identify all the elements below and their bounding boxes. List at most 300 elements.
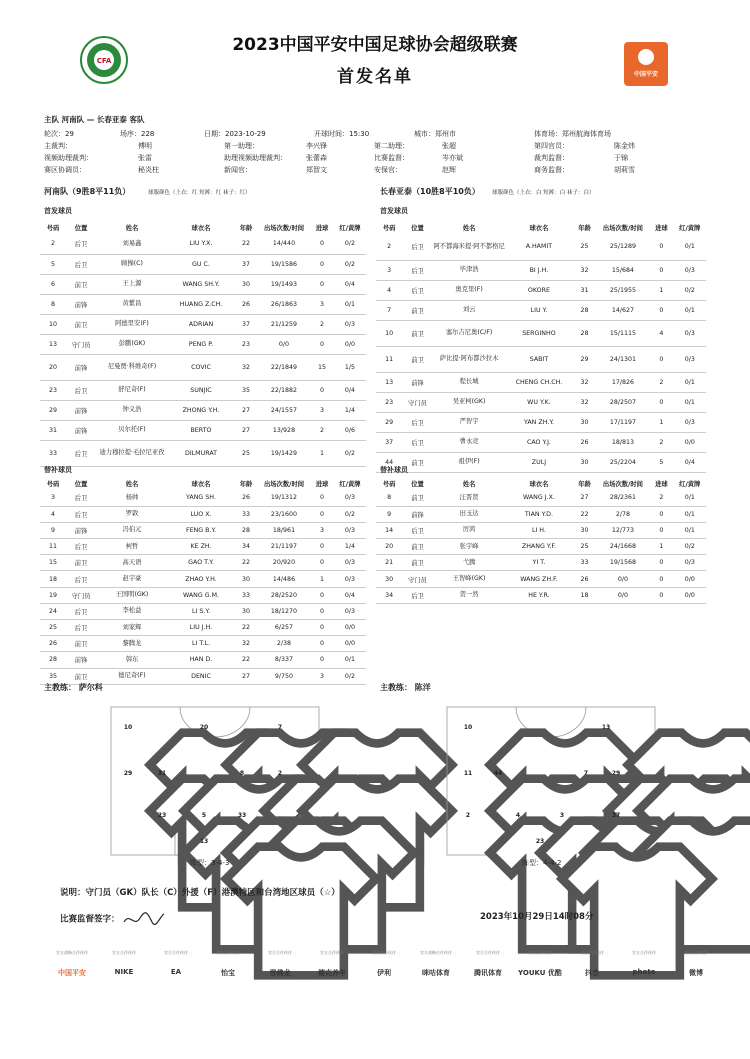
table-cell: 26 xyxy=(234,294,258,314)
table-cell: 27 xyxy=(572,490,596,506)
table-cell: 28/2520 xyxy=(258,587,310,603)
table-cell: 17/1197 xyxy=(597,412,650,432)
table-cell: 0/2 xyxy=(334,440,366,466)
column-header: 姓名 xyxy=(462,224,476,232)
table-cell: 0/2 xyxy=(674,280,706,300)
table-cell: 后卫 xyxy=(66,603,96,619)
table-row xyxy=(376,452,706,472)
table-cell: 阿德里安(F) xyxy=(96,314,168,334)
table-cell: 37 xyxy=(234,314,258,334)
column-header: 位置 xyxy=(74,480,88,488)
table-cell: 李松益 xyxy=(96,603,168,619)
table-cell: 前锋 xyxy=(66,294,96,314)
player-shirt: 2 xyxy=(460,810,476,824)
table-cell: 30 xyxy=(234,603,258,619)
sponsor-name: 腾讯体育 xyxy=(474,969,502,977)
table-cell: 贝尔托(F) xyxy=(96,420,168,440)
table-cell: DILMURAT xyxy=(168,440,234,466)
table-cell: 5 xyxy=(649,452,673,472)
table-cell: 德尼奇(F) xyxy=(96,668,168,684)
table-cell: 8 xyxy=(40,294,66,314)
table-cell: 0/1 xyxy=(674,234,706,260)
home-team-name: 河南队（9胜8平11负） xyxy=(44,187,131,196)
table-row xyxy=(376,539,706,555)
column-header: 位置 xyxy=(411,224,424,232)
table-cell: 23 xyxy=(376,392,402,412)
table-cell: 34 xyxy=(234,539,258,555)
table-cell: 2 xyxy=(310,420,334,440)
table-cell: 彭鹏(GK) xyxy=(96,334,168,354)
table-row xyxy=(376,490,706,506)
column-header: 出场次数/时间 xyxy=(263,224,305,232)
sponsor-caption: 官方合作伙伴 xyxy=(372,950,396,955)
column-header: 出场次数/时间 xyxy=(602,480,643,488)
table-cell: 0 xyxy=(310,539,334,555)
table-row xyxy=(40,334,366,354)
table-cell: 阿不都海米提·阿不都格尼 xyxy=(433,234,506,260)
table-cell: 2 xyxy=(376,234,402,260)
table-cell: 13/928 xyxy=(258,420,310,440)
table-cell: 28 xyxy=(234,522,258,538)
table-cell: 28/2507 xyxy=(597,392,650,412)
table-cell: 毕津浩 xyxy=(433,260,506,280)
table-cell: 28/2361 xyxy=(597,490,650,506)
legend-note: 说明：守门员（GK）队长（C）外援（F）港澳特区和台湾地区球员（☆） xyxy=(60,888,340,898)
table-cell: 27 xyxy=(234,668,258,684)
table-cell: 张宇峰 xyxy=(433,539,506,555)
table-cell: 0 xyxy=(649,346,673,372)
table-cell: 0/3 xyxy=(334,571,366,587)
table-cell: 0 xyxy=(310,334,334,354)
table-cell: 33 xyxy=(572,555,596,571)
table-cell: 22 xyxy=(234,555,258,571)
table-cell: 1/4 xyxy=(334,539,366,555)
table-row xyxy=(376,346,706,372)
table-header xyxy=(376,220,706,234)
table-cell: ZHONG Y.H. xyxy=(168,400,234,420)
table-cell: 顾操(C) xyxy=(96,254,168,274)
home-starters-table xyxy=(40,220,366,467)
svg-text:CFA: CFA xyxy=(96,57,112,65)
table-cell: 前锋 xyxy=(66,400,96,420)
table-cell: 22/1882 xyxy=(258,380,310,400)
sponsor-logo xyxy=(94,950,154,976)
table-row xyxy=(40,420,366,440)
table-cell: FENG B.Y. xyxy=(168,522,234,538)
table-cell: 后卫 xyxy=(402,432,432,452)
table-cell: 0/3 xyxy=(674,412,706,432)
table-cell: 0/0 xyxy=(674,571,706,587)
sponsor-name: 伊利 xyxy=(377,969,391,977)
table-cell: 0/3 xyxy=(334,314,366,334)
table-cell: 1 xyxy=(649,539,673,555)
table-cell: 尼曼贾·科维奇(F) xyxy=(96,354,168,380)
table-cell: 后卫 xyxy=(66,490,96,506)
player-shirt: 8 xyxy=(234,768,250,782)
table-cell: 0 xyxy=(310,555,334,571)
table-cell: BI J.H. xyxy=(506,260,573,280)
column-header: 号码 xyxy=(382,480,396,488)
table-row xyxy=(40,636,366,652)
table-cell: 0 xyxy=(310,652,334,668)
table-cell: 21/1259 xyxy=(258,314,310,334)
info-field: 主裁判： xyxy=(44,142,72,150)
table-cell: 0/2 xyxy=(334,506,366,522)
table-cell: 后卫 xyxy=(66,440,96,466)
table-cell: 0 xyxy=(310,380,334,400)
supervisor-signature-label: 比赛监督签字： xyxy=(60,910,166,928)
table-row xyxy=(40,274,366,294)
table-cell: 20 xyxy=(376,539,402,555)
table-cell: HAN D. xyxy=(168,652,234,668)
table-cell: 4 xyxy=(40,506,66,522)
table-cell: HE Y.R. xyxy=(506,587,573,603)
table-cell: 后卫 xyxy=(66,506,96,522)
table-cell: 37 xyxy=(376,432,402,452)
table-cell: 0/0 xyxy=(334,636,366,652)
table-cell: 汪晋贤 xyxy=(433,490,506,506)
table-row xyxy=(376,432,706,452)
table-cell: WANG ZH.F. xyxy=(506,571,573,587)
away-subs-table xyxy=(376,476,706,604)
table-cell: 22 xyxy=(234,620,258,636)
table-cell: 44 xyxy=(376,452,402,472)
table-cell: 24 xyxy=(40,603,66,619)
table-cell: 8/337 xyxy=(258,652,310,668)
table-cell: 35 xyxy=(40,668,66,684)
table-cell: 0 xyxy=(649,522,673,538)
player-shirt: 23 xyxy=(154,810,170,824)
table-cell: 0 xyxy=(649,587,673,603)
table-row xyxy=(40,587,366,603)
player-shirt: 44 xyxy=(490,768,506,782)
table-cell: LIU Y. xyxy=(506,300,573,320)
table-cell: 23 xyxy=(234,334,258,354)
table-cell: 18 xyxy=(40,571,66,587)
table-cell: 30 xyxy=(376,571,402,587)
table-cell: 3 xyxy=(40,490,66,506)
table-cell: 30 xyxy=(234,571,258,587)
player-shirt: 7 xyxy=(272,722,288,736)
table-cell: 0/2 xyxy=(674,539,706,555)
table-cell: 19/1429 xyxy=(258,440,310,466)
table-cell: SERGINHO xyxy=(506,320,573,346)
sponsor-logo xyxy=(458,950,518,978)
table-cell: 后卫 xyxy=(66,254,96,274)
player-shirt: 10 xyxy=(460,722,476,736)
table-cell: BERTO xyxy=(168,420,234,440)
table-cell: 0/4 xyxy=(674,452,706,472)
table-cell: LI S.Y. xyxy=(168,603,234,619)
table-cell: 前卫 xyxy=(66,274,96,294)
table-cell: 0 xyxy=(310,603,334,619)
info-field: 傅明 xyxy=(138,142,152,150)
info-row xyxy=(44,128,704,140)
table-cell: 32 xyxy=(572,392,596,412)
table-cell: 前卫 xyxy=(402,452,432,472)
sponsor-logo xyxy=(562,950,622,978)
table-cell: 13 xyxy=(376,372,402,392)
table-cell: 前卫 xyxy=(66,668,96,684)
sponsor-name: 微博 xyxy=(689,969,703,977)
home-subs-label: 替补球员 xyxy=(44,466,72,474)
table-cell: WANG SH.Y. xyxy=(168,274,234,294)
info-field: 开球时间：15:30 xyxy=(314,130,370,138)
table-cell: 1/5 xyxy=(334,354,366,380)
table-cell: 0/4 xyxy=(334,587,366,603)
table-row xyxy=(40,522,366,538)
table-cell: COVIC xyxy=(168,354,234,380)
table-cell: 后卫 xyxy=(402,260,432,280)
away-team-name: 长春亚泰（10胜8平10负） xyxy=(380,187,480,196)
info-row xyxy=(44,152,704,164)
table-cell: 萨比提·阿布都沙拉木 xyxy=(433,346,506,372)
table-cell: 后卫 xyxy=(402,280,432,300)
table-cell: 19/1568 xyxy=(597,555,650,571)
table-cell: 28 xyxy=(572,300,596,320)
column-header: 红/黄牌 xyxy=(339,224,361,232)
info-field: 视频助理裁判： xyxy=(44,154,93,162)
table-cell: 31 xyxy=(572,280,596,300)
table-cell: 0/0 xyxy=(334,620,366,636)
table-row xyxy=(376,412,706,432)
table-cell: 后卫 xyxy=(66,571,96,587)
table-cell: 15/1115 xyxy=(597,320,650,346)
player-shirt: 37 xyxy=(608,810,624,824)
table-row xyxy=(40,294,366,314)
table-cell: 22 xyxy=(234,652,258,668)
table-cell: 高天语 xyxy=(96,555,168,571)
column-header: 红/黄牌 xyxy=(679,480,701,488)
sponsor-name: 咪咕体育 xyxy=(422,969,450,977)
table-cell: 32 xyxy=(572,372,596,392)
column-header: 年龄 xyxy=(239,480,253,488)
table-row xyxy=(376,260,706,280)
table-cell: 1 xyxy=(649,412,673,432)
table-cell: 6/257 xyxy=(258,620,310,636)
column-header: 年龄 xyxy=(578,224,591,232)
table-cell: 0 xyxy=(310,254,334,274)
table-cell: 后卫 xyxy=(402,234,432,260)
table-cell: 前锋 xyxy=(66,522,96,538)
table-cell: 11 xyxy=(40,539,66,555)
info-field: 张雷 xyxy=(138,154,152,162)
table-cell: TIAN Y.D. xyxy=(506,506,573,522)
sponsor-logo xyxy=(302,950,362,978)
info-row xyxy=(44,164,704,176)
column-header: 红/黄牌 xyxy=(679,224,701,232)
teams-label: 主队 河南队 — 长春亚泰 客队 xyxy=(44,115,145,124)
table-cell: 刘家辉 xyxy=(96,620,168,636)
table-cell: LI H. xyxy=(506,522,573,538)
table-cell: 22 xyxy=(572,506,596,522)
table-cell: 前卫 xyxy=(402,555,432,571)
table-cell: 9 xyxy=(40,522,66,538)
table-cell: 0/6 xyxy=(334,420,366,440)
player-shirt: 11 xyxy=(460,768,476,782)
table-cell: 17/826 xyxy=(597,372,650,392)
info-field: 第二助理： xyxy=(374,142,409,150)
table-row xyxy=(376,571,706,587)
table-cell: 0/2 xyxy=(334,234,366,254)
table-cell: 柯哲 xyxy=(96,539,168,555)
player-shirt: 10 xyxy=(120,722,136,736)
table-row xyxy=(40,603,366,619)
info-field: 于锦 xyxy=(614,154,628,162)
table-cell: 前锋 xyxy=(66,354,96,380)
player-shirt: 13 xyxy=(598,722,614,736)
table-cell: A.HAMIT xyxy=(506,234,573,260)
sponsor-name: NIKE xyxy=(114,968,134,976)
table-cell: 15 xyxy=(310,354,334,380)
table-cell: 贺一然 xyxy=(433,587,506,603)
table-cell: 后卫 xyxy=(402,412,432,432)
table-cell: CHENG CH.CH. xyxy=(506,372,573,392)
sponsor-logo xyxy=(146,950,206,976)
table-cell: 29 xyxy=(572,346,596,372)
column-header: 位置 xyxy=(411,480,424,488)
column-header: 年龄 xyxy=(239,224,253,232)
table-cell: 前锋 xyxy=(66,652,96,668)
column-header: 号码 xyxy=(46,224,60,232)
info-field: 第一助理： xyxy=(224,142,259,150)
table-cell: 34 xyxy=(376,587,402,603)
column-header: 年龄 xyxy=(578,480,591,488)
table-cell: 前卫 xyxy=(66,314,96,334)
info-field: 裁判监督： xyxy=(534,154,569,162)
player-shirt: 7 xyxy=(578,768,594,782)
table-cell: HUANG Z.CH. xyxy=(168,294,234,314)
table-cell: 0 xyxy=(649,571,673,587)
table-cell: 0/1 xyxy=(674,372,706,392)
table-cell: 0/2 xyxy=(334,254,366,274)
player-shirt: 31 xyxy=(154,768,170,782)
table-row xyxy=(40,354,366,380)
column-header: 球衣名 xyxy=(529,224,549,232)
table-cell: 前卫 xyxy=(402,320,432,346)
table-cell: 后卫 xyxy=(66,539,96,555)
table-cell: 前卫 xyxy=(402,490,432,506)
table-cell: 27 xyxy=(234,420,258,440)
info-field: 场序：228 xyxy=(120,130,155,138)
table-cell: 0/1 xyxy=(674,506,706,522)
table-cell: 后卫 xyxy=(66,380,96,400)
info-field: 陈金炜 xyxy=(614,142,635,150)
info-field: 城市：郑州市 xyxy=(414,130,456,138)
table-cell: 2 xyxy=(310,314,334,334)
sponsor-caption: 官方合作伙伴 xyxy=(164,950,188,955)
table-cell: 0/3 xyxy=(674,320,706,346)
table-row xyxy=(376,300,706,320)
csl-logo-text: 中国平安 xyxy=(633,71,659,78)
player-shirt: 33 xyxy=(234,810,250,824)
table-cell: WU Y.K. xyxy=(506,392,573,412)
table-header xyxy=(40,220,366,234)
table-cell: 田玉达 xyxy=(433,506,506,522)
sponsor-caption: 官方合作伙伴 xyxy=(476,950,500,955)
table-cell: 4 xyxy=(376,280,402,300)
table-cell: 0/1 xyxy=(674,522,706,538)
table-cell: 2 xyxy=(649,432,673,452)
table-row xyxy=(376,372,706,392)
table-cell: 19/1586 xyxy=(258,254,310,274)
table-cell: 2/38 xyxy=(258,636,310,652)
table-cell: 26/1863 xyxy=(258,294,310,314)
sponsor-name: 抖音 xyxy=(585,969,599,977)
table-cell: 0/1 xyxy=(334,652,366,668)
table-cell: ADRIAN xyxy=(168,314,234,334)
sponsor-logo xyxy=(354,950,414,978)
table-cell: 26 xyxy=(40,636,66,652)
table-cell: 0/0 xyxy=(674,432,706,452)
home-team-colors: 球服颜色（上衣：红 短裤：红 袜子：红） xyxy=(148,190,251,196)
table-cell: 11 xyxy=(376,346,402,372)
column-header: 姓名 xyxy=(462,480,476,488)
info-field: 郑智文 xyxy=(306,166,327,174)
table-row xyxy=(40,620,366,636)
table-cell: 奥克里(F) xyxy=(433,280,506,300)
table-cell: 25/1955 xyxy=(597,280,650,300)
table-cell: KE ZH. xyxy=(168,539,234,555)
info-field: 商务监督： xyxy=(534,166,569,174)
table-cell: 吴亚柯(GK) xyxy=(433,392,506,412)
table-cell: 29 xyxy=(40,400,66,420)
table-cell: 24/1668 xyxy=(597,539,650,555)
table-cell: 6 xyxy=(40,274,66,294)
table-cell: 33 xyxy=(234,587,258,603)
table-cell: 19/1493 xyxy=(258,274,310,294)
sponsor-caption: 官方战略合作伙伴 xyxy=(56,950,88,955)
table-cell: 0/1 xyxy=(674,300,706,320)
info-field: 秘炎柱 xyxy=(138,166,159,174)
table-cell: 33 xyxy=(234,506,258,522)
table-cell: 弋腾 xyxy=(433,555,506,571)
info-field: 轮次：29 xyxy=(44,130,74,138)
table-cell: OKORE xyxy=(506,280,573,300)
table-row xyxy=(376,320,706,346)
table-cell: 28 xyxy=(40,652,66,668)
column-header: 进球 xyxy=(655,480,668,488)
table-cell: 25 xyxy=(572,234,596,260)
table-cell: 后卫 xyxy=(402,522,432,538)
table-cell: CAO Y.J. xyxy=(506,432,573,452)
table-cell: PENG P. xyxy=(168,334,234,354)
table-cell: 14/440 xyxy=(258,234,310,254)
home-pitch xyxy=(110,706,320,856)
sponsor-logo xyxy=(666,950,726,978)
table-cell: 塞尔吉尼奥(C/F) xyxy=(433,320,506,346)
table-cell: 23/1600 xyxy=(258,506,310,522)
table-cell: GU C. xyxy=(168,254,234,274)
column-header: 红/黄牌 xyxy=(339,480,361,488)
table-cell: 9 xyxy=(376,506,402,522)
info-field: 助理视频助理裁判： xyxy=(224,154,287,162)
table-cell: ZHAO Y.H. xyxy=(168,571,234,587)
table-cell: 后卫 xyxy=(66,620,96,636)
player-shirt: 13 xyxy=(196,836,212,850)
table-cell: 18/961 xyxy=(258,522,310,538)
table-row xyxy=(40,652,366,668)
table-cell: 0 xyxy=(310,587,334,603)
away-subs-label: 替补球员 xyxy=(380,466,408,474)
table-cell: 27 xyxy=(234,400,258,420)
table-header xyxy=(376,476,706,490)
sponsor-name: EA xyxy=(170,968,182,976)
player-shirt: 29 xyxy=(608,768,624,782)
column-header: 进球 xyxy=(315,224,329,232)
table-cell: 14/486 xyxy=(258,571,310,587)
sponsor-name: YOUKU 优酷 xyxy=(518,969,562,977)
